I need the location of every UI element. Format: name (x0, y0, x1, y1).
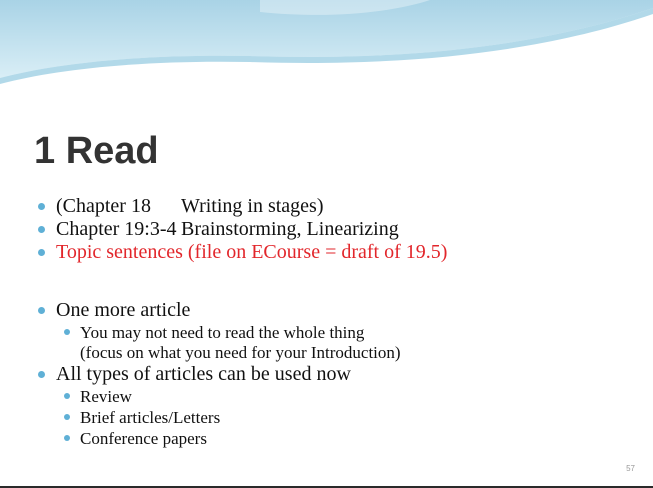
list-item (36, 195, 636, 218)
bullet-icon (38, 203, 45, 210)
list-item (36, 363, 636, 386)
sub-list-item (36, 322, 636, 343)
bullet-icon (38, 226, 45, 233)
slide-title: 1 Read (34, 130, 159, 172)
bullet-icon (64, 414, 70, 420)
bullet-icon (64, 435, 70, 441)
item-text: Review (80, 387, 132, 406)
item-text: One more article (56, 299, 191, 321)
item-continuation: (focus on what you need for your Introduction) (80, 343, 401, 362)
list-item (36, 218, 636, 241)
item-label: (Chapter 18 (56, 195, 151, 217)
bullet-icon (38, 249, 45, 256)
sub-list-item (36, 407, 636, 428)
item-text: You may not need to read the whole thing (80, 323, 365, 342)
item-text: Conference papers (80, 429, 207, 448)
item-text: Topic sentences (file on ECourse = draft of 19.5) (56, 241, 448, 263)
list-item (36, 299, 636, 322)
bullet-icon (38, 371, 45, 378)
bullet-list (36, 195, 636, 449)
item-text: Brief articles/Letters (80, 408, 221, 427)
item-text: All types of articles can be used now (56, 363, 351, 385)
header-decoration (0, 0, 653, 90)
sub-list-item (36, 386, 636, 407)
page-number: 57 (626, 464, 635, 473)
sub-list-item (36, 428, 636, 449)
item-detail: Writing in stages) (181, 195, 324, 217)
list-item (36, 241, 636, 264)
item-label: Chapter 19:3-4 (56, 218, 177, 240)
bullet-icon (64, 329, 70, 335)
item-detail: Brainstorming, Linearizing (181, 218, 399, 240)
bullet-icon (38, 307, 45, 314)
bullet-icon (64, 393, 70, 399)
